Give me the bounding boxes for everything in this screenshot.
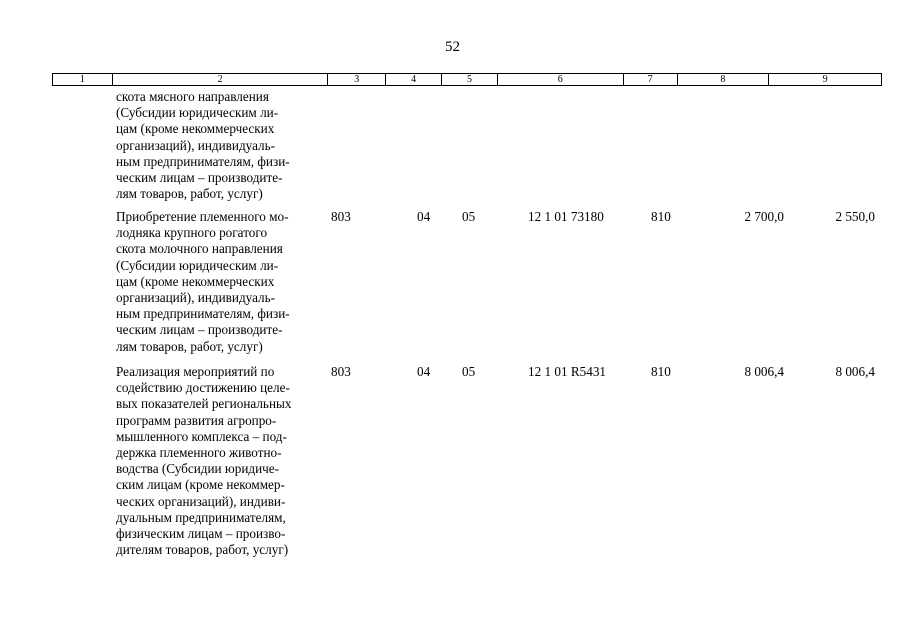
description-line: организаций), индивидуаль-: [116, 290, 276, 306]
description-line: дуальным предпринимателям,: [116, 509, 286, 525]
row-description: [116, 209, 328, 355]
description-line: цам (кроме некоммерческих: [116, 273, 275, 289]
description-line: ческих организаций), индиви-: [116, 493, 286, 509]
cell-podrazdel: 05: [462, 209, 476, 224]
description-line: дителям товаров, работ, услуг): [116, 542, 289, 558]
cell-ved: 803: [331, 364, 351, 379]
description-line: скота мясного направления: [116, 89, 269, 104]
cell-amount-col8: 2 700,0: [744, 209, 784, 224]
description-line: (Субсидии юридическим ли-: [116, 105, 279, 121]
description-line: держка племенного животно-: [116, 445, 282, 461]
cell-ved: 803: [331, 209, 351, 224]
cell-expense-type: 810: [651, 209, 671, 224]
header-cell-5: 5: [442, 74, 498, 85]
header-cell-6: 6: [498, 74, 624, 85]
header-cell-2: 2: [113, 74, 328, 85]
description-line: содействию достижению целе-: [116, 380, 290, 396]
description-line: скота молочного направления: [116, 241, 283, 257]
description-line: лодняка крупного рогатого: [116, 225, 268, 241]
description-line: лям товаров, работ, услуг): [116, 186, 263, 202]
row-description: [116, 364, 328, 558]
cell-target-article: 12 1 01 73180: [528, 209, 604, 224]
description-line: ским лицам (кроме некоммер-: [116, 477, 285, 493]
cell-razdel: 04: [417, 364, 431, 379]
description-line: цам (кроме некоммерческих: [116, 121, 275, 137]
description-line: физическим лицам – произво-: [116, 526, 286, 542]
description-line: Реализация мероприятий по: [116, 364, 275, 379]
description-line: ным предпринимателям, физи-: [116, 153, 290, 169]
description-line: (Субсидии юридическим ли-: [116, 257, 279, 273]
description-line: программ развития агропро-: [116, 412, 277, 428]
header-cell-7: 7: [624, 74, 678, 85]
table-header-row: [52, 73, 882, 86]
description-line: организаций), индивидуаль-: [116, 137, 276, 153]
cell-expense-type: 810: [651, 364, 671, 379]
description-line: ческим лицам – производите-: [116, 322, 283, 338]
description-line: лям товаров, работ, услуг): [116, 338, 263, 354]
header-cell-8: 8: [678, 74, 770, 85]
cell-amount-col9: 8 006,4: [835, 364, 875, 379]
description-line: Приобретение племенного мо-: [116, 209, 289, 224]
description-line: вых показателей региональных: [116, 396, 292, 412]
cell-amount-col8: 8 006,4: [744, 364, 784, 379]
cell-razdel: 04: [417, 209, 431, 224]
cell-amount-col9: 2 550,0: [835, 209, 875, 224]
header-cell-9: 9: [822, 74, 828, 85]
header-cell-1: 1: [53, 74, 113, 85]
description-line: водства (Субсидии юридиче-: [116, 461, 280, 477]
cell-target-article: 12 1 01 R5431: [528, 364, 607, 379]
description-line: мышленного комплекса – под-: [116, 428, 287, 444]
cell-podrazdel: 05: [462, 364, 476, 379]
row-description: [116, 89, 328, 202]
page-number: 52: [445, 39, 460, 55]
description-line: ным предпринимателям, физи-: [116, 306, 290, 322]
header-cell-3: 3: [328, 74, 386, 85]
header-cell-4: 4: [386, 74, 442, 85]
description-line: ческим лицам – производите-: [116, 170, 283, 186]
